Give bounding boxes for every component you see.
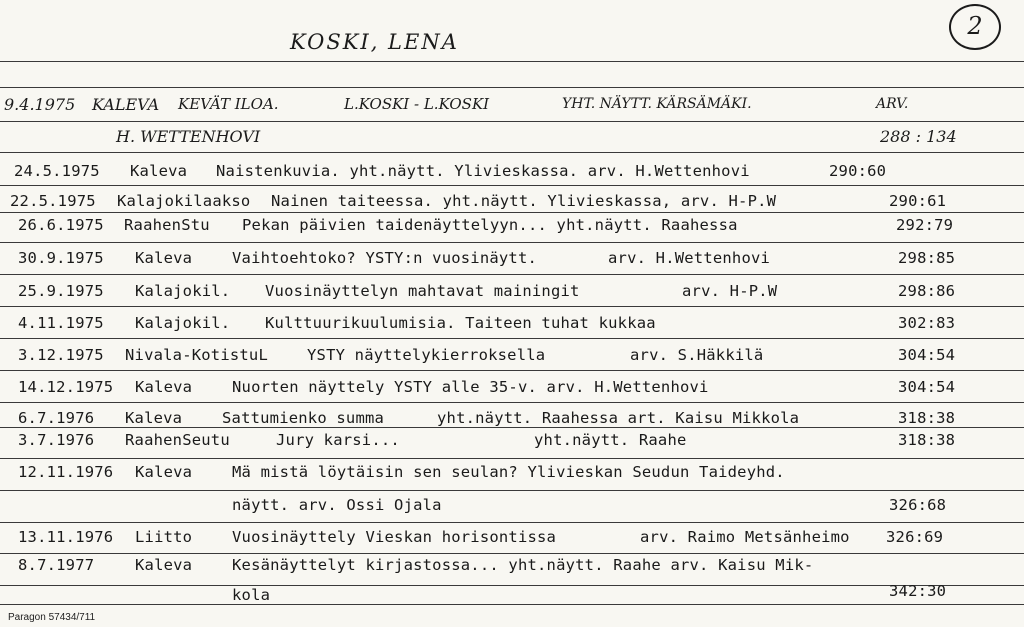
- entry-5-text: Vuosinäyttelyn mahtavat mainingit: [265, 282, 580, 300]
- rule-line: [0, 402, 1024, 403]
- handwritten-reviewer-label: ARV.: [876, 96, 909, 112]
- entry-4-text: Vaihtoehtoko? YSTY:n vuosinäytt.: [232, 249, 538, 267]
- entry-8-date: 14.12.1975: [18, 378, 114, 396]
- handwritten-exhibit: YHT. NÄYTT. KÄRSÄMÄKI.: [562, 96, 752, 112]
- entry-12-source: Liitto: [135, 528, 193, 546]
- handwritten-heading: KEVÄT ILOA.: [178, 95, 279, 113]
- entry-7-source: Nivala-KotistuL: [125, 346, 268, 364]
- entry-12-extra: arv. Raimo Metsänheimo: [640, 528, 850, 546]
- entry-1-date: 24.5.1975: [14, 162, 100, 180]
- entry-8-text: Nuorten näyttely YSTY alle 35-v. arv. H.Wettenhovi: [232, 378, 709, 396]
- entry-2-ref: 290:61: [889, 192, 947, 210]
- entry-7-ref: 304:54: [898, 346, 956, 364]
- entry-9-extra: yht.näytt. Raahessa art. Kaisu Mikkola: [437, 409, 800, 427]
- rule-line: [0, 490, 1024, 491]
- entry-4-date: 30.9.1975: [18, 249, 104, 267]
- entry-2-text: Nainen taiteessa. yht.näytt. Ylivieskassa, arv. H-P.W: [271, 192, 777, 210]
- rule-line: [0, 274, 1024, 275]
- entry-13-ref: 342:30: [889, 582, 947, 600]
- entry-5-ref: 298:86: [898, 282, 956, 300]
- rule-line: [0, 61, 1024, 62]
- rule-line: [0, 553, 1024, 554]
- entry-5-extra: arv. H-P.W: [682, 282, 778, 300]
- handwritten-reviewer: H. WETTENHOVI: [116, 127, 261, 146]
- entry-6-text: Kulttuurikuulumisia. Taiteen tuhat kukkaa: [265, 314, 656, 332]
- entry-3-date: 26.6.1975: [18, 216, 104, 234]
- entry-9-text: Sattumienko summa: [222, 409, 385, 427]
- entry-10-ref: 318:38: [898, 431, 956, 449]
- entry-10-text: Jury karsi...: [276, 431, 400, 449]
- entry-4-ref: 298:85: [898, 249, 956, 267]
- entry-13-source: Kaleva: [135, 556, 193, 574]
- entry-10-source: RaahenSeutu: [125, 431, 230, 449]
- entry-9-date: 6.7.1976: [18, 409, 95, 427]
- entry-2-date: 22.5.1975: [10, 192, 96, 210]
- entry-10-extra: yht.näytt. Raahe: [534, 431, 687, 449]
- rule-line: [0, 185, 1024, 186]
- card-title: KOSKI, LENA: [290, 30, 459, 54]
- entry-2-source: Kalajokilaakso: [117, 192, 251, 210]
- card-footer: Paragon 57434/711: [8, 612, 96, 623]
- entry-11-date: 12.11.1976: [18, 463, 114, 481]
- entry-6-source: Kalajokil.: [135, 314, 231, 332]
- entry-7-text: YSTY näyttelykierroksella: [307, 346, 546, 364]
- entry-9-ref: 318:38: [898, 409, 956, 427]
- rule-line: [0, 604, 1024, 605]
- entry-4-extra: arv. H.Wettenhovi: [608, 249, 771, 267]
- entry-13-date: 8.7.1977: [18, 556, 95, 574]
- entry-3-text: Pekan päivien taidenäyttelyyn... yht.näytt. Raahessa: [242, 216, 738, 234]
- rule-line: [0, 152, 1024, 153]
- rule-line: [0, 585, 1024, 586]
- entry-11-text-cont: näytt. arv. Ossi Ojala: [232, 496, 442, 514]
- rule-line: [0, 87, 1024, 88]
- entry-1-ref: 290:60: [829, 162, 887, 180]
- entry-11-text: Mä mistä löytäisin sen seulan? Ylivieskan Seudun Taideyhd.: [232, 463, 785, 481]
- entry-6-ref: 302:83: [898, 314, 956, 332]
- rule-line: [0, 306, 1024, 307]
- rule-line: [0, 370, 1024, 371]
- entry-11-ref: 326:68: [889, 496, 947, 514]
- entry-1-text: Naistenkuvia. yht.näytt. Ylivieskassa. arv. H.Wettenhovi: [216, 162, 750, 180]
- card-number-circle: [949, 4, 1001, 50]
- entry-12-date: 13.11.1976: [18, 528, 114, 546]
- entry-3-source: RaahenStu: [124, 216, 210, 234]
- entry-9-source: Kaleva: [125, 409, 183, 427]
- entry-3-ref: 292:79: [896, 216, 954, 234]
- rule-line: [0, 458, 1024, 459]
- rule-line: [0, 522, 1024, 523]
- entry-5-date: 25.9.1975: [18, 282, 104, 300]
- card-number: 2: [967, 12, 983, 40]
- rule-line: [0, 121, 1024, 122]
- rule-line: [0, 338, 1024, 339]
- handwritten-ref: 288 : 134: [880, 127, 957, 146]
- rule-line: [0, 212, 1024, 213]
- rule-line: [0, 242, 1024, 243]
- entry-11-source: Kaleva: [135, 463, 193, 481]
- handwritten-paper: KALEVA: [92, 95, 160, 114]
- handwritten-names: L.KOSKI - L.KOSKI: [344, 95, 490, 113]
- entry-12-ref: 326:69: [886, 528, 944, 546]
- rule-line: [0, 427, 1024, 428]
- entry-13-text-cont: kola: [232, 586, 271, 604]
- entry-4-source: Kaleva: [135, 249, 193, 267]
- handwritten-date: 9.4.1975: [4, 95, 76, 114]
- entry-12-text: Vuosinäyttely Vieskan horisontissa: [232, 528, 557, 546]
- entry-7-date: 3.12.1975: [18, 346, 104, 364]
- entry-1-source: Kaleva: [130, 162, 188, 180]
- entry-8-source: Kaleva: [135, 378, 193, 396]
- entry-5-source: Kalajokil.: [135, 282, 231, 300]
- entry-6-date: 4.11.1975: [18, 314, 104, 332]
- entry-10-date: 3.7.1976: [18, 431, 95, 449]
- entry-7-extra: arv. S.Häkkilä: [630, 346, 764, 364]
- entry-8-ref: 304:54: [898, 378, 956, 396]
- entry-13-text: Kesänäyttelyt kirjastossa... yht.näytt. Raahe arv. Kaisu Mik-: [232, 556, 814, 574]
